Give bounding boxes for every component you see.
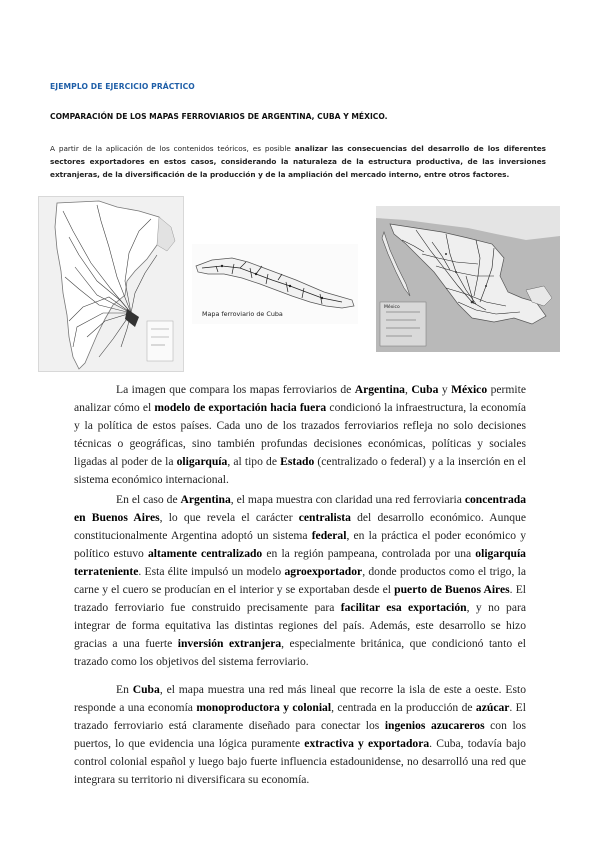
- mexico-map-graphic: [376, 206, 560, 352]
- p3-text: . Cuba, todavía bajo control colonial español y luego bajo fuerte influencia estadounidense, no desarrolló una red que integrara su territorio ni diversificara su economía.: [74, 737, 526, 786]
- intro-lead: A partir de la aplicación de los contenidos teóricos, es posible: [50, 144, 295, 153]
- p2-bold: concentrada en Buenos Aires: [74, 493, 526, 524]
- exercise-title: COMPARACIÓN DE LOS MAPAS FERROVIARIOS DE ARGENTINA, CUBA Y MÉXICO.: [50, 112, 388, 121]
- p1-bold-cuba: Cuba: [411, 383, 439, 396]
- p3-bold: Cuba: [132, 683, 160, 696]
- p1-bold-estado: Estado: [280, 455, 315, 468]
- p2-text: . Esta élite impulsó un modelo: [138, 565, 285, 578]
- p3-text: con los puertos, lo que evidencia una lógica puramente: [74, 719, 526, 750]
- intro-bold: analizar las consecuencias del desarrollo de los diferentes sectores exportadores en estos casos, considerando la naturaleza de la estructura productiva, de las inversiones extranjeras, de la diversificación de la producción y de la ampliación del mercado interno, entre otros factores.: [50, 144, 547, 179]
- p1-text: , al tipo de: [227, 455, 281, 468]
- p1-bold-mexico: México: [451, 383, 488, 396]
- p3-text: , centrada en la producción de: [331, 701, 476, 714]
- p2-bold: facilitar esa exportación: [340, 601, 467, 614]
- section-kicker: EJEMPLO DE EJERCICIO PRÁCTICO: [50, 82, 195, 91]
- p2-text: , y no para integrar de forma equitativa las distintas regiones del país. Además, este desarrollo se hizo gracias a una fuerte: [74, 601, 526, 650]
- p2-text: , lo que revela el carácter: [159, 511, 299, 524]
- intro-paragraph: [50, 142, 546, 181]
- mexico-railway-map: [376, 206, 560, 352]
- p2-bold: inversión extranjera: [177, 637, 282, 650]
- p2-bold: federal: [311, 529, 347, 542]
- p1-text: ,: [404, 383, 412, 396]
- p3-bold: ingenios azucareros: [384, 719, 485, 732]
- p1-text: (centralizado o federal) y a la inserción en el sistema económico internacional.: [74, 455, 527, 486]
- p2-bold: agroexportador: [284, 565, 363, 578]
- p1-text: condicionó la infraestructura, la economía y la política de estos países. Cada uno de los trazados ferroviarios refleja no solo decisiones técnicas o geográficas, sino también profundas decisiones económicas, políticas y sociales ligadas al poder de la: [74, 401, 526, 468]
- p2-bold: centralista: [298, 511, 351, 524]
- argentina-railway-map: [38, 196, 184, 372]
- p1-text: permite analizar cómo el: [74, 383, 526, 414]
- p3-text: En: [116, 683, 133, 696]
- p1-text: y: [438, 383, 452, 396]
- p2-text: , en la práctica el poder económico y político estuvo: [74, 529, 527, 560]
- paragraph-argentina: [74, 491, 526, 671]
- p2-text: del desarrollo económico. Aunque constitucionalmente Argentina adoptó un sistema: [74, 511, 527, 542]
- p2-bold: oligarquía terrateniente: [74, 547, 526, 578]
- cuba-map-caption: Mapa ferroviario de Cuba: [202, 310, 283, 318]
- p1-bold-argentina: Argentina: [354, 383, 405, 396]
- p2-bold: altamente centralizado: [147, 547, 263, 560]
- mexico-legend-title: México: [384, 305, 400, 310]
- p2-text: , el mapa muestra con claridad una red ferroviaria: [230, 493, 465, 506]
- argentina-map-graphic: [39, 197, 183, 371]
- p1-bold-oligarquia: oligarquía: [176, 455, 228, 468]
- p2-bold: puerto de Buenos Aires: [394, 583, 510, 596]
- p2-text: , especialmente británica, que condicionó tanto el trazado como los objetivos del sistema ferroviario.: [74, 637, 526, 668]
- p2-text: en la región pampeana, controlada por una: [262, 547, 476, 560]
- p3-text: . El trazado ferroviario está claramente diseñado para conectar los: [74, 701, 526, 732]
- p2-text: , donde productos como el trigo, la carne y el cuero se producían en el interior y se exportaban desde el: [74, 565, 527, 596]
- paragraph-intro-comparison: [74, 381, 526, 489]
- p1-text: La imagen que compara los mapas ferroviarios de: [116, 383, 355, 396]
- p1-bold-model: modelo de exportación hacia fuera: [154, 401, 327, 414]
- paragraph-cuba: [74, 681, 526, 789]
- p2-text: . El trazado ferroviario fue construido precisamente para: [74, 583, 526, 614]
- p2-text: En el caso de: [116, 493, 181, 506]
- p2-bold: Argentina: [180, 493, 231, 506]
- p3-bold: monoproductora y colonial: [196, 701, 332, 714]
- p3-text: , el mapa muestra una red más lineal que recorre la isla de este a oeste. Esto responde a una economía: [74, 683, 526, 714]
- p3-bold: extractiva y exportadora: [304, 737, 430, 750]
- p3-bold: azúcar: [475, 701, 510, 714]
